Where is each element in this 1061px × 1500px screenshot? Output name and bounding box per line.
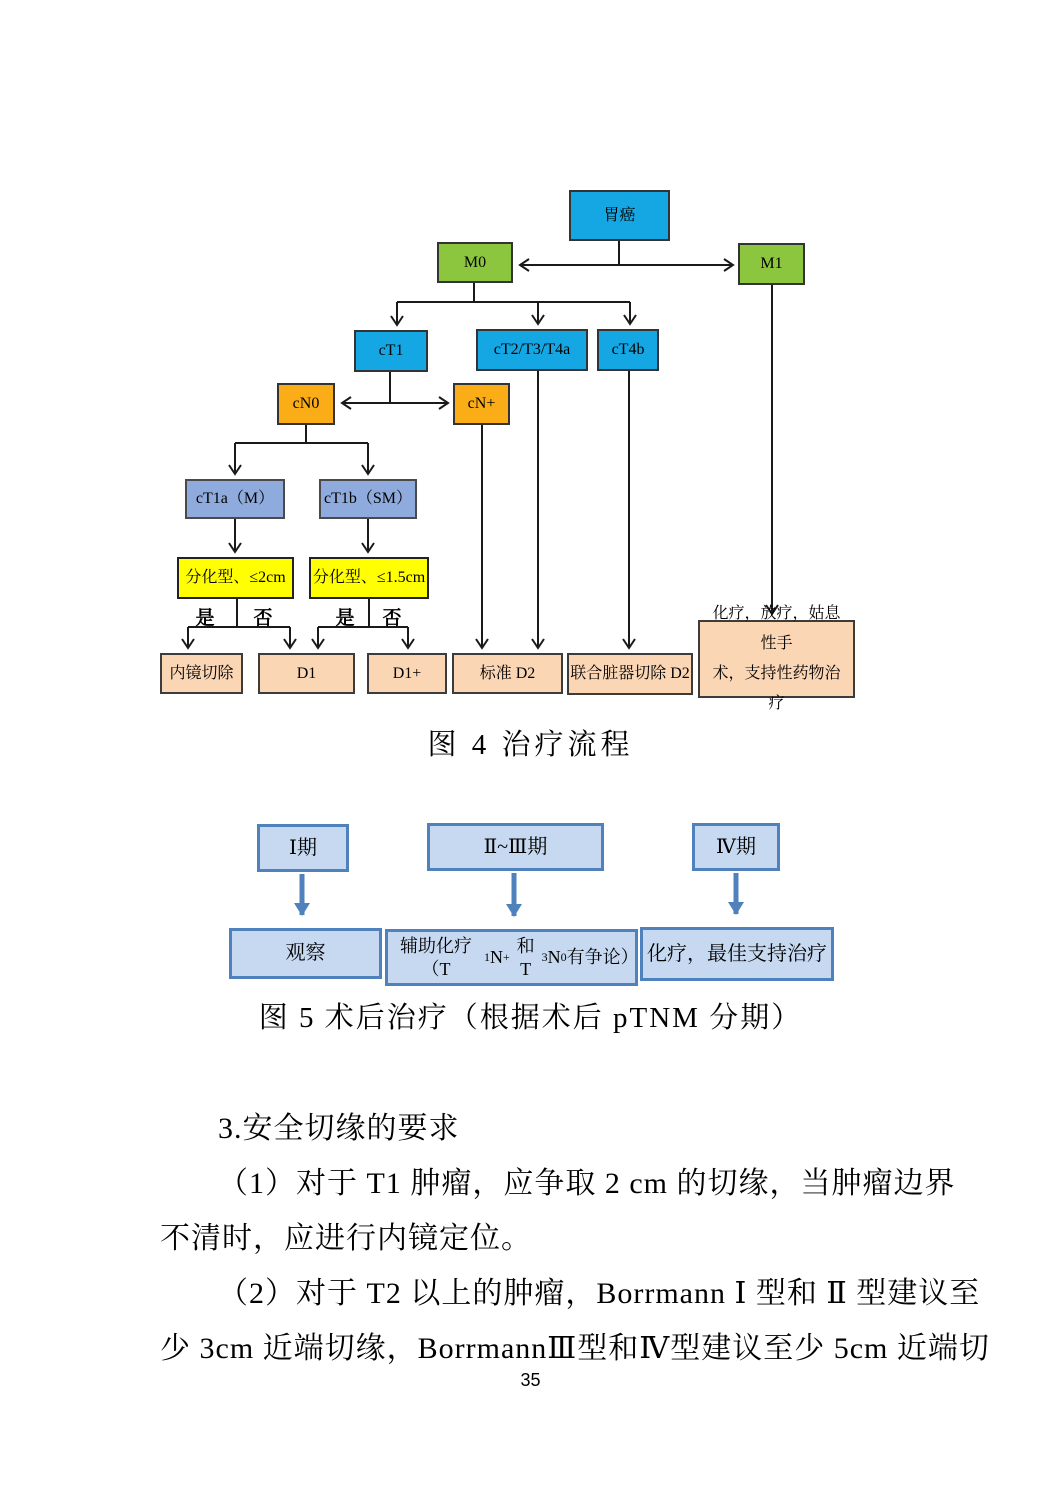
node-palliative-treatment [698,605,855,712]
node-combined-organ-d2: 联合脏器切除 D2 [567,653,693,695]
palliative-line-1: 化疗，放疗，姑息性手 [712,605,841,652]
paragraph1-line1: （1）对于 T1 肿瘤，应争取 2 cm 的切缘，当肿瘤边界 [218,1167,956,1200]
node-ct1a-m: cT1a（M） [185,479,285,519]
node-stage-4: Ⅳ期 [692,823,780,871]
adjuvant-text: 和 T [516,936,535,979]
node-endoscopic-resection: 内镜切除 [160,653,243,694]
node-chemo-best-support: 化疗，最佳支持治疗 [640,927,834,981]
node-m1: M1 [738,243,805,285]
adjuvant-text: N [547,947,561,968]
node-cn0: cN0 [277,383,335,425]
node-standard-d2: 标准 D2 [452,653,563,694]
node-d1: D1 [258,653,355,694]
node-stage-1: Ⅰ期 [257,824,349,872]
node-d1-plus: D1+ [367,653,447,694]
paragraph2-line2: 少 3cm 近端切缘，BorrmannⅢ型和Ⅳ型建议至少 5cm 近端切 [160,1332,990,1365]
yes-label-left: 是 [195,608,215,629]
page-number: 35 [520,1370,541,1390]
paragraph1-line2: 不清时，应进行内镜定位。 [160,1222,532,1255]
node-ct2-t3-t4a: cT2/T3/T4a [476,329,588,371]
adjuvant-text: 有争论） [566,947,639,968]
adjuvant-sub-1: 1 [483,950,490,964]
node-stage-2-3: Ⅱ~Ⅲ期 [427,823,604,871]
no-label-right: 否 [382,608,402,629]
figure5-arrows [302,873,736,916]
node-differentiated-1-5cm: 分化型、≤1.5cm [309,557,429,599]
no-label-left: 否 [253,608,273,629]
node-ct1: cT1 [354,330,428,372]
node-adjuvant-chemo [385,929,638,986]
node-ct1b-sm: cT1b（SM） [319,479,417,519]
adjuvant-sub-plus: + [502,950,510,964]
node-gastric-cancer: 胃癌 [569,190,670,241]
node-m0: M0 [437,242,513,283]
palliative-line-2: 术，支持性药物治疗 [712,665,841,712]
adjuvant-text: N [489,947,503,968]
section-heading: 3.安全切缘的要求 [218,1112,460,1145]
node-observation: 观察 [229,928,382,979]
node-differentiated-2cm: 分化型、≤2cm [177,557,294,599]
figure4-caption: 图 4 治疗流程 [427,729,634,761]
adjuvant-sub-3: 3 [541,950,548,964]
adjuvant-text: 辅助化疗（T [399,936,472,979]
node-ct4b: cT4b [597,329,659,371]
figure5-caption: 图 5 术后治疗（根据术后 pTNM 分期） [258,1002,803,1034]
adjuvant-sub-0: 0 [560,950,567,964]
node-cn-plus: cN+ [453,383,510,425]
yes-label-right: 是 [335,608,355,629]
paragraph2-line1: （2）对于 T2 以上的肿瘤，Borrmann Ⅰ 型和 Ⅱ 型建议至 [218,1277,981,1310]
